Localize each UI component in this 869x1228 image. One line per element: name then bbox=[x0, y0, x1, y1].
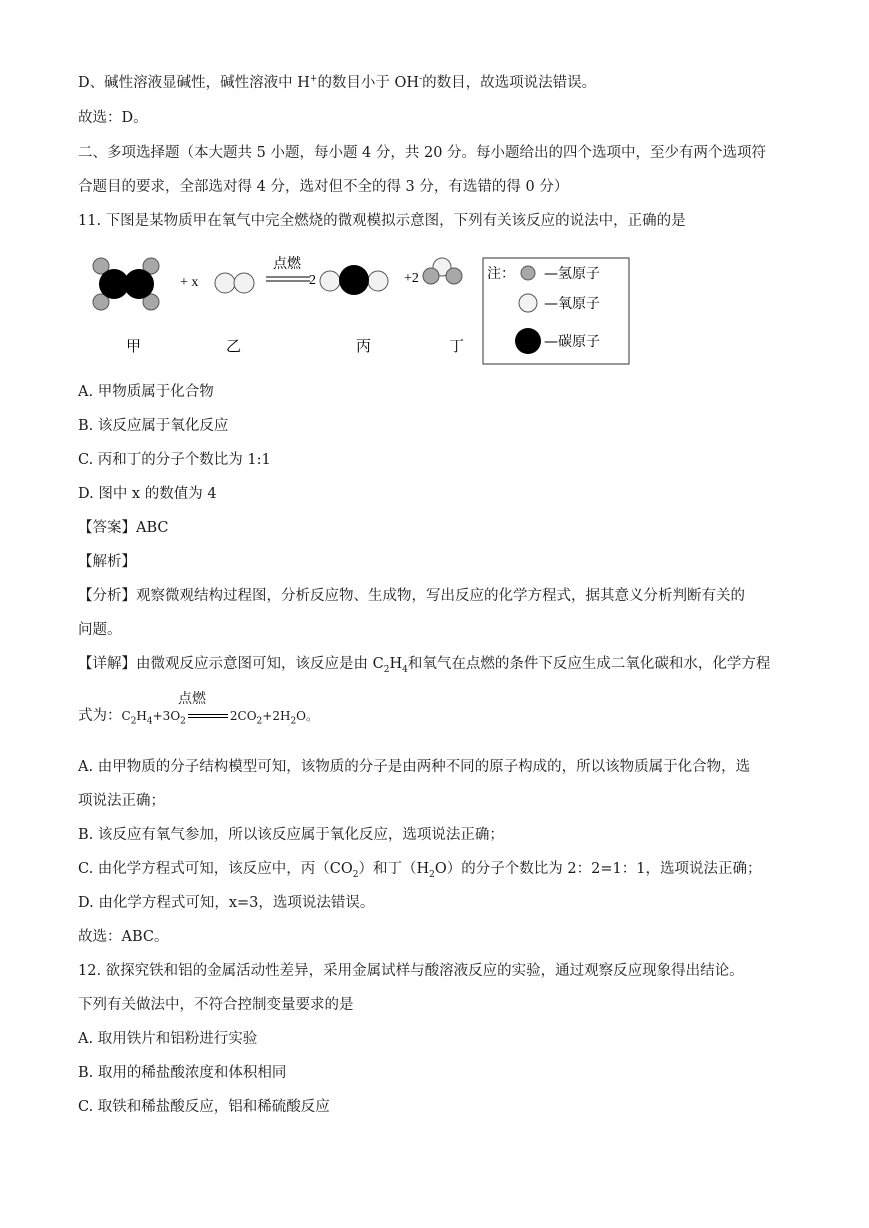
molecule-jia bbox=[93, 258, 159, 310]
explain-d: D. 由化学方程式可知，x=3，选项说法错误。 bbox=[78, 895, 375, 911]
legend-hydrogen: —氢原子 bbox=[544, 266, 600, 282]
q11-option-d: D. 图中 x 的数值为 4 bbox=[78, 486, 217, 502]
question-12: 12. 欲探究铁和铝的金属活动性差异，采用金属试样与酸溶液反应的实验，通过观察反应现象得出结论。 bbox=[78, 963, 744, 979]
molecule-yi bbox=[215, 273, 254, 293]
oxygen-atom-icon bbox=[519, 294, 537, 312]
q11-option-c: C. 丙和丁的分子个数比为 1:1 bbox=[78, 452, 271, 468]
coef-ding: +2 bbox=[404, 271, 419, 286]
question-11: 11. 下图是某物质甲在氧气中完全燃烧的微观模拟示意图，下列有关该反应的说法中，正确的是 bbox=[78, 213, 686, 229]
explain-a-cont: 项说法正确； bbox=[78, 793, 165, 809]
equation-line: 式为：$C_2H_4+3O_2$ $2CO_2+2H_2O$。 bbox=[78, 708, 319, 727]
q11-option-a: A. 甲物质属于化合物 bbox=[78, 384, 214, 400]
detail-text: 【详解】由微观反应示意图可知，该反应是由 $C_2H_4$和氧气在点燃的条件下反应生成二氧化碳和水，化学方程 bbox=[78, 656, 771, 675]
legend-oxygen: —氧原子 bbox=[544, 296, 600, 312]
molecule-ding bbox=[423, 258, 462, 284]
q12-option-b: B. 取用的稀盐酸浓度和体积相同 bbox=[78, 1065, 287, 1081]
answer-label: 【答案】ABC bbox=[78, 520, 169, 536]
condition-label: 点燃 bbox=[273, 256, 301, 272]
q12-option-a: A. 取用铁片和铝粉进行实验 bbox=[78, 1031, 258, 1047]
analysis-text: 【分析】观察微观结构过程图，分析反应物、生成物，写出反应的化学方程式，据其意义分析判断有关的 bbox=[78, 588, 745, 604]
label-jia: 甲 bbox=[126, 337, 142, 355]
legend-carbon: —碳原子 bbox=[544, 334, 600, 350]
explain-a: A. 由甲物质的分子结构模型可知，该物质的分子是由两种不同的原子构成的，所以该物质属于化合物，选 bbox=[78, 759, 751, 775]
question-12-cont: 下列有关做法中，不符合控制变量要求的是 bbox=[78, 997, 354, 1013]
hydrogen-atom-icon bbox=[521, 266, 535, 280]
reaction-diagram bbox=[88, 250, 648, 368]
analysis-text-cont: 问题。 bbox=[78, 622, 122, 638]
molecule-bing bbox=[320, 265, 388, 295]
label-ding: 丁 bbox=[449, 337, 465, 355]
answer-11: 故选：ABC。 bbox=[78, 929, 169, 945]
section-heading: 二、多项选择题（本大题共 5 小题，每小题 4 分，共 20 分。每小题给出的四个选项中，至少有两个选项符 bbox=[78, 145, 767, 161]
plus-x-label: + x bbox=[180, 275, 199, 290]
answer-previous: 故选：D。 bbox=[78, 110, 148, 126]
legend-title: 注： bbox=[487, 266, 515, 282]
explain-c: C. 由化学方程式可知，该反应中，丙$(CO_2)$和丁$(H_2O)$的分子个数比为 2：2=1：1，选项说法正确； bbox=[78, 861, 762, 880]
label-yi: 乙 bbox=[226, 337, 242, 355]
equation-condition: 点燃 bbox=[178, 691, 206, 707]
analysis-label: 【解析】 bbox=[78, 554, 136, 570]
carbon-atom-icon bbox=[515, 328, 541, 354]
equation-arrow bbox=[188, 714, 228, 718]
q11-option-b: B. 该反应属于氧化反应 bbox=[78, 418, 229, 434]
label-bing: 丙 bbox=[356, 337, 372, 355]
explain-b: B. 该反应有氧气参加，所以该反应属于氧化反应，选项说法正确； bbox=[78, 827, 504, 843]
section-heading-cont: 合题目的要求，全部选对得 4 分，选对但不全的得 3 分，有选错的得 0 分） bbox=[78, 179, 569, 195]
q12-option-c: C. 取铁和稀盐酸反应，铝和稀硫酸反应 bbox=[78, 1099, 330, 1115]
option-d-previous: D、碱性溶液显碱性，碱性溶液中 H+的数目小于 OH-的数目，故选项说法错误。 bbox=[78, 74, 597, 91]
coef-bing: 2 bbox=[309, 273, 316, 288]
